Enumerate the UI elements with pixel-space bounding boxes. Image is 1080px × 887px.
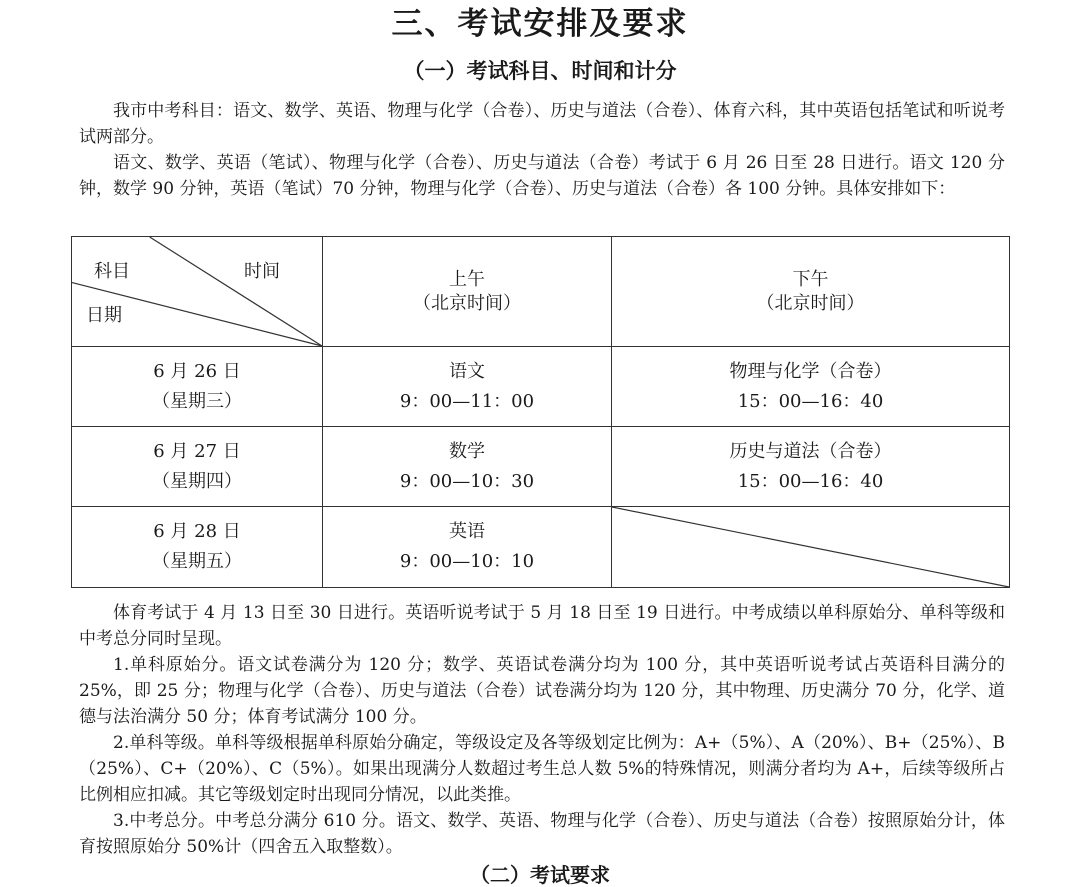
next-heading-text: （二）考试要求 bbox=[470, 863, 610, 887]
header-morning bbox=[323, 237, 612, 347]
table-row bbox=[72, 507, 1010, 588]
row-afternoon-cell bbox=[612, 427, 1010, 507]
corner-label-subject: 科目 bbox=[94, 261, 130, 282]
corner-label-time: 时间 bbox=[244, 261, 280, 282]
table-header-row bbox=[72, 237, 1010, 347]
row-afternoon-cell bbox=[612, 347, 1010, 427]
afternoon-time: 15：00—16：40 bbox=[737, 390, 884, 412]
header-morning-label: 上午 bbox=[449, 268, 485, 290]
row-date-cell bbox=[72, 507, 323, 588]
subsection-title: （一）考试科目、时间和计分 bbox=[403, 58, 677, 83]
row-date: 6 月 26 日 bbox=[153, 360, 241, 382]
row-date: 6 月 28 日 bbox=[153, 521, 241, 542]
paragraph-pe-listening: 体育考试于 4 月 13 日至 30 日进行。英语听说考试于 5 月 18 日至 19 日进行。中考成绩以单科原始分、单科等级和中考总分同时呈现。 bbox=[79, 603, 1005, 649]
afternoon-subject: 物理与化学（合卷） bbox=[729, 360, 892, 382]
paragraph-raw-score: 1.单科原始分。语文试卷满分为 120 分；数学、英语试卷满分均为 100 分，其中英语听说考试占英语科目满分的 25%，即 25 分；物理与化学（合卷）、历史与道法（合卷）试卷满分均为 120 分，其中物理、历史满分 70 分，化学、道德与法治满分 50 分；体育考试满分 100 分。 bbox=[79, 655, 1005, 727]
paragraph-subjects: 我市中考科目：语文、数学、英语、物理与化学（合卷）、历史与道法（合卷）、体育六科，其中英语包括笔试和听说考试两部分。 bbox=[79, 101, 1005, 147]
morning-subject: 英语 bbox=[449, 521, 485, 542]
corner-label-date: 日期 bbox=[86, 305, 122, 326]
next-heading-cut-off bbox=[0, 855, 1080, 887]
row-date: 6 月 27 日 bbox=[153, 440, 241, 462]
afternoon-time: 15：00—16：40 bbox=[737, 470, 884, 492]
exam-schedule-table bbox=[71, 236, 1010, 588]
corner-diagonal-lines bbox=[72, 237, 322, 346]
table-corner-cell bbox=[72, 237, 323, 347]
row-weekday: （星期五） bbox=[152, 551, 242, 572]
table-row bbox=[72, 427, 1010, 507]
afternoon-subject: 历史与道法（合卷） bbox=[729, 440, 892, 462]
row-afternoon-empty-cell bbox=[612, 507, 1010, 588]
morning-time: 9：00—11：00 bbox=[399, 390, 535, 412]
header-afternoon bbox=[612, 237, 1010, 347]
paragraph-total-score: 3.中考总分。中考总分满分 610 分。语文、数学、英语、物理与化学（合卷）、历史与道法（合卷）按照原始分计，体育按照原始分 50%计（四舍五入取整数）。 bbox=[79, 811, 1005, 857]
table-row bbox=[72, 347, 1010, 427]
paragraph-grade-levels: 2.单科等级。单科等级根据单科原始分确定，等级设定及各等级划定比例为：A+（5%）、A（20%）、B+（25%）、B（25%）、C+（20%）、C（5%）。如果出现满分人数超过考生总人数 5%的特殊情况，则满分者均为 A+，后续等级所占比例相应扣减。其它等级划定时出现同分情况，以此类推。 bbox=[79, 733, 1005, 805]
header-morning-tz: （北京时间） bbox=[413, 292, 521, 314]
row-weekday: （星期四） bbox=[152, 470, 242, 492]
header-afternoon-label: 下午 bbox=[792, 268, 829, 290]
morning-time: 9：00—10：30 bbox=[399, 470, 535, 492]
morning-subject: 语文 bbox=[449, 360, 485, 382]
header-afternoon-tz: （北京时间） bbox=[756, 292, 865, 314]
row-date-cell bbox=[72, 347, 323, 427]
empty-cell-diagonal bbox=[612, 507, 1009, 587]
section-title: 三、考试安排及要求 bbox=[391, 6, 689, 42]
row-morning-cell bbox=[323, 427, 612, 507]
row-morning-cell bbox=[323, 347, 612, 427]
morning-subject: 数学 bbox=[449, 440, 485, 462]
morning-time: 9：00—10：10 bbox=[399, 551, 535, 572]
row-morning-cell bbox=[323, 507, 612, 588]
paragraph-schedule-intro: 语文、数学、英语（笔试）、物理与化学（合卷）、历史与道法（合卷）考试于 6 月 26 日至 28 日进行。语文 120 分钟，数学 90 分钟，英语（笔试）70 分钟，物理与化学（合卷）、历史与道法（合卷）各 100 分钟。具体安排如下： bbox=[79, 153, 1005, 199]
row-weekday: （星期三） bbox=[152, 390, 242, 412]
row-date-cell bbox=[72, 427, 323, 507]
